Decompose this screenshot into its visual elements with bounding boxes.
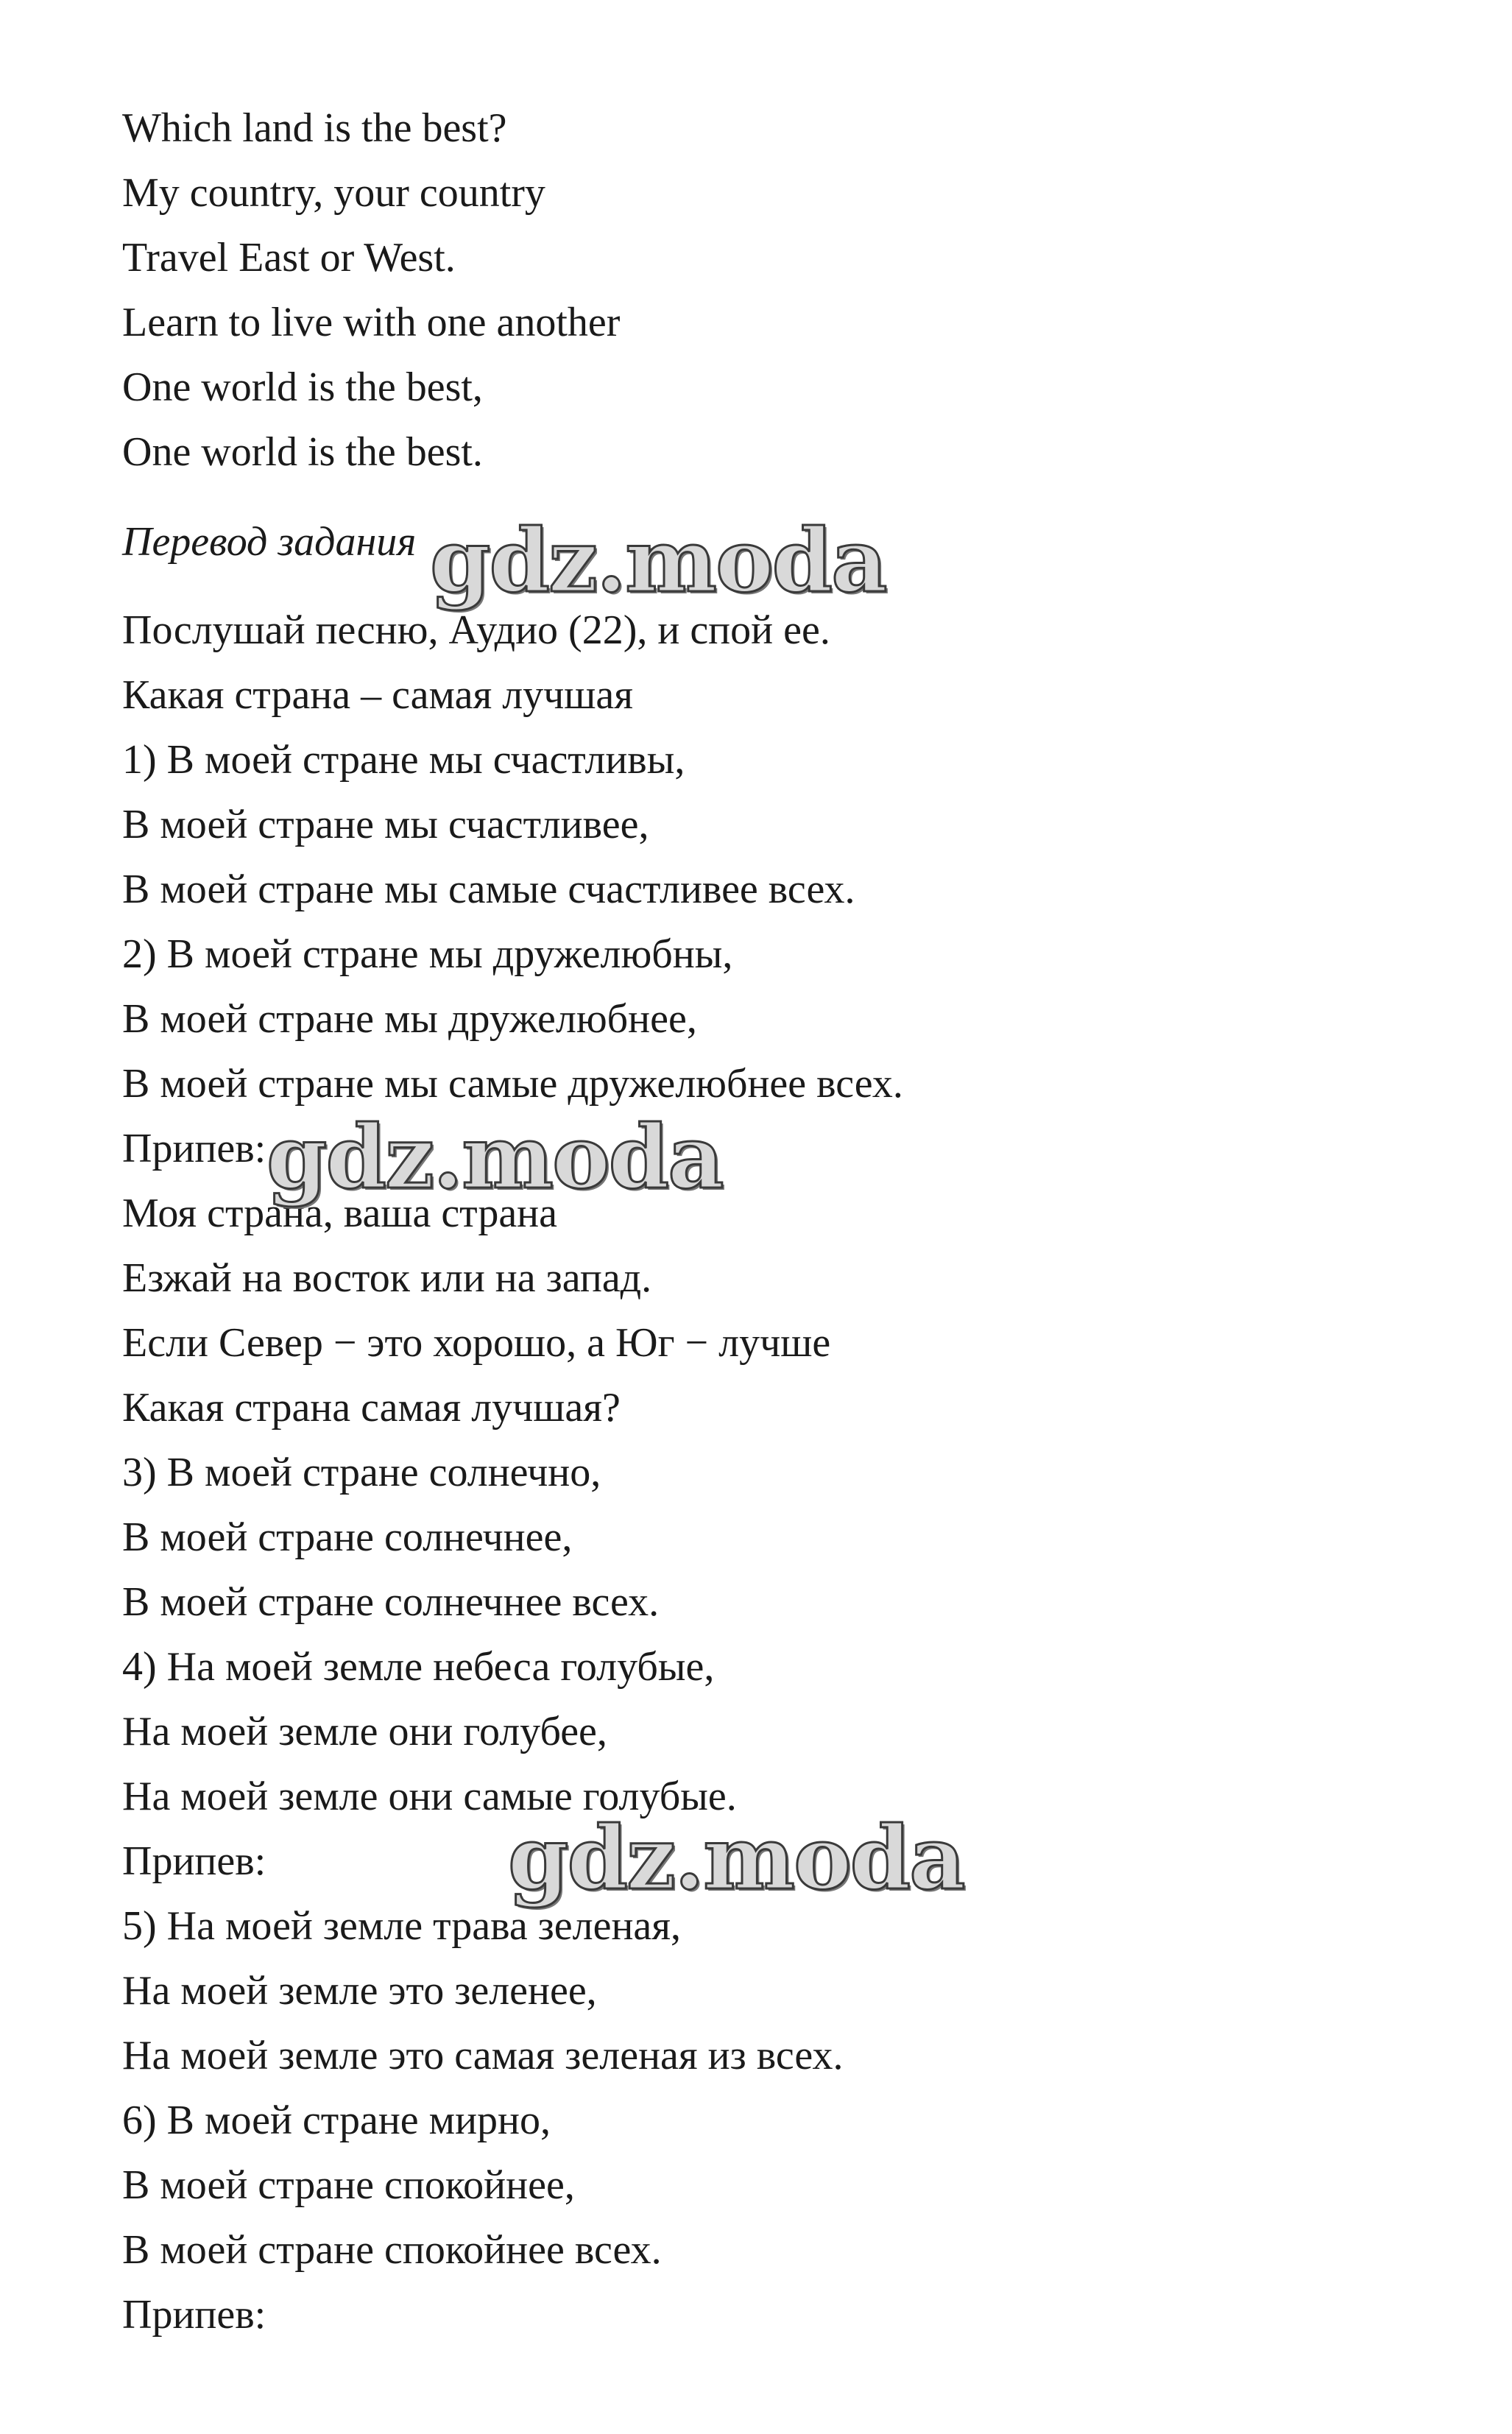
english-line: My country, your country [122,170,545,216]
russian-line: На моей земле они голубее, [122,1709,607,1754]
english-line: Travel East or West. [122,235,456,281]
watermark-logo: gdz.moda [266,1106,723,1208]
watermark-logo: gdz.moda [508,1807,964,1909]
english-line: One world is the best, [122,364,483,410]
russian-line: 1) В моей стране мы счастливы, [122,737,685,783]
russian-line: 5) На моей земле трава зеленая, [122,1903,682,1949]
russian-line: Послушай песню, Аудио (22), и спой ее. [122,607,830,653]
russian-line: 6) В моей стране мирно, [122,2098,551,2143]
russian-line: На моей земле они самые голубые. [122,1774,737,1819]
russian-line: Припев: [122,1126,266,1171]
russian-line: В моей стране спокойнее, [122,2162,575,2208]
russian-line: В моей стране солнечнее всех. [122,1579,660,1625]
russian-line: Припев: [122,1838,266,1884]
russian-line: В моей стране мы дружелюбнее, [122,996,697,1042]
russian-line: В моей стране мы самые счастливее всех. [122,867,855,912]
russian-line: Езжай на восток или на запад. [122,1255,652,1301]
russian-line: Моя страна, ваша страна [122,1190,558,1236]
russian-line: На моей земле это самая зеленая из всех. [122,2033,844,2078]
russian-line: Если Север − это хорошо, а Юг − лучше [122,1320,831,1366]
russian-line: На моей земле это зеленее, [122,1968,597,2014]
russian-line: В моей стране солнечнее, [122,1514,573,1560]
english-line: Which land is the best? [122,105,507,151]
english-line: Learn to live with one another [122,300,621,345]
russian-line: 2) В моей стране мы дружелюбны, [122,931,733,977]
english-line: One world is the best. [122,429,483,475]
russian-line: В моей стране мы самые дружелюбнее всех. [122,1061,903,1107]
watermark-logo: gdz.moda [430,509,886,612]
russian-line: 4) На моей земле небеса голубые, [122,1644,715,1690]
russian-line: Припев: [122,2292,266,2338]
russian-line: Какая страна самая лучшая? [122,1385,621,1431]
translation-heading: Перевод задания [122,519,417,565]
russian-line: В моей стране спокойнее всех. [122,2227,662,2273]
russian-line: Какая страна – самая лучшая [122,672,634,718]
russian-line: В моей стране мы счастливее, [122,802,649,847]
russian-line: 3) В моей стране солнечно, [122,1450,601,1495]
